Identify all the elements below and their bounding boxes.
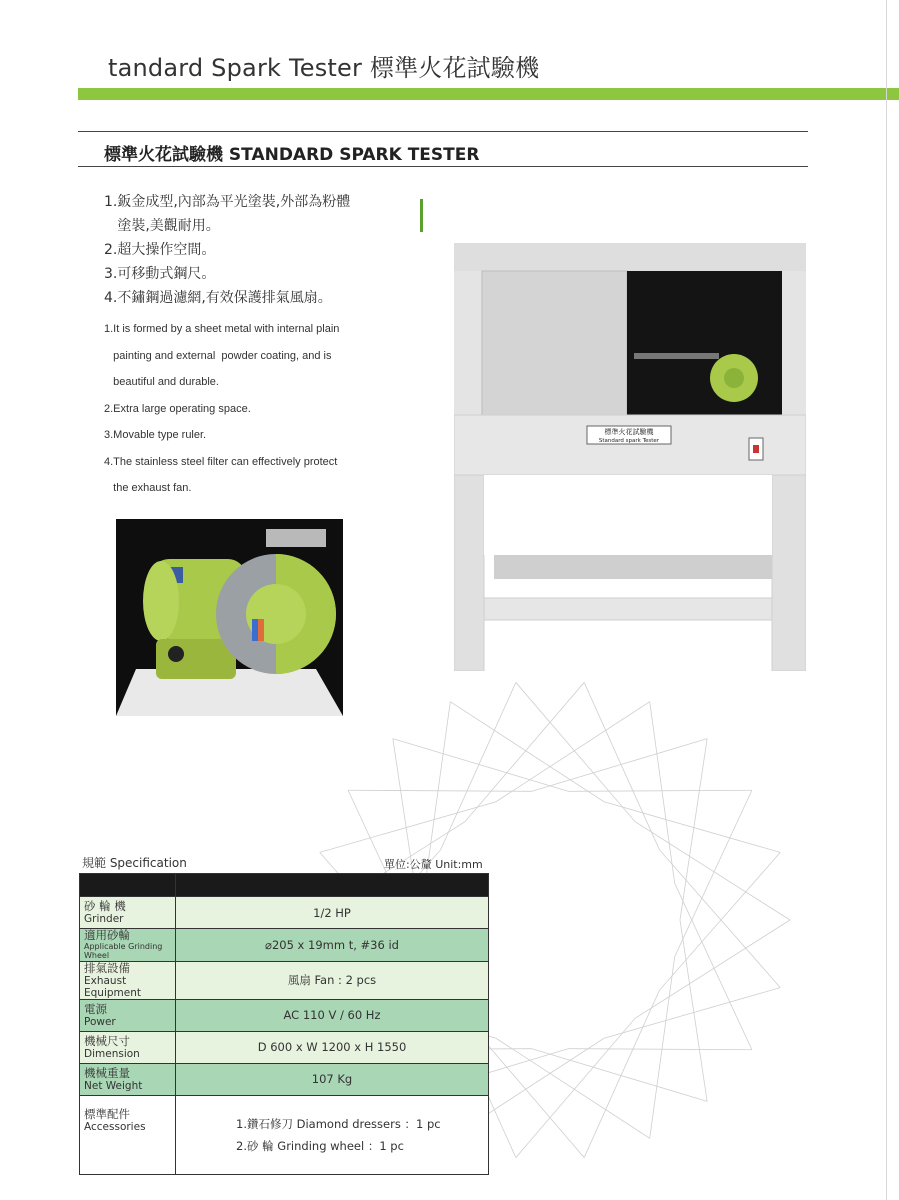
starburst-line <box>348 739 707 792</box>
features-english <box>104 316 424 502</box>
spec-label-en: Dimension <box>84 1048 140 1061</box>
feature-zh-item: 4.不鏽鋼過濾網,有效保護排氣風扇。 <box>104 290 332 306</box>
table-row <box>80 1095 489 1174</box>
feature-en-item: 3.Movable type ruler. <box>104 429 207 441</box>
spec-table <box>79 873 489 1175</box>
section-bottom-rule <box>78 166 808 167</box>
starburst-line <box>393 739 752 792</box>
table-row <box>80 1063 489 1095</box>
spec-value: ⌀205 x 19mm t, #36 id <box>176 929 489 962</box>
section-top-rule <box>78 131 808 132</box>
spec-label-en: Grinder <box>84 913 124 926</box>
spec-label-zh: 適用砂輪 <box>84 928 130 942</box>
spec-value: D 600 x W 1200 x H 1550 <box>176 1031 489 1063</box>
table-row <box>80 929 489 962</box>
table-row <box>80 961 489 999</box>
table-row <box>80 897 489 929</box>
spark-tester-photo <box>454 243 806 671</box>
feature-en-item: the exhaust fan. <box>104 482 192 494</box>
header-accent-bar <box>78 88 899 100</box>
table-row <box>80 999 489 1031</box>
section-title: 標準火花試驗機 STANDARD SPARK TESTER <box>104 145 480 165</box>
feature-en-item: 1.It is formed by a sheet metal with internal plain <box>104 323 340 335</box>
grinder-photo <box>116 519 343 716</box>
starburst-line <box>650 702 752 1050</box>
spec-value: 107 Kg <box>176 1063 489 1095</box>
feature-zh-item: 2.超大操作空間。 <box>104 242 216 258</box>
feature-zh-item: 1.鈑金成型,內部為平光塗裝,外部為粉體 <box>104 194 351 210</box>
starburst-line <box>584 852 780 1157</box>
spec-label-en: Applicable Grinding Wheel <box>84 942 163 961</box>
spec-label-zh: 機械尺寸 <box>84 1033 130 1048</box>
spec-header-row <box>80 874 489 897</box>
machine-label-zh: 標準火花試驗機 <box>604 428 654 436</box>
accessory-item: 1.鑽石修刀 Diamond dressers ：1 pc <box>236 1116 441 1131</box>
spec-value: 風扇 Fan : 2 pcs <box>176 961 489 999</box>
spec-label-en: Net Weight <box>84 1080 143 1093</box>
spec-label-zh: 排氣設備 <box>84 960 130 975</box>
spec-heading: 規範 Specification <box>82 856 187 870</box>
spec-label-zh: 砂 輪 機 <box>84 898 126 913</box>
spec-value: 1/2 HP <box>176 897 489 929</box>
page-edge-divider <box>886 0 887 1200</box>
spec-value: AC 110 V / 60 Hz <box>176 999 489 1031</box>
unit-label: 單位:公釐 Unit:mm <box>384 858 483 871</box>
spec-label-zh: 電源 <box>84 1001 107 1016</box>
accent-line <box>420 199 423 232</box>
feature-zh-item: 塗裝,美觀耐用。 <box>104 218 220 234</box>
spec-label-zh: 機械重量 <box>84 1065 130 1080</box>
feature-en-item: beautiful and durable. <box>104 376 219 388</box>
feature-zh-item: 3.可移動式鋼尺。 <box>104 266 216 282</box>
spec-label-zh: 標準配件 <box>84 1106 130 1121</box>
table-row <box>80 1031 489 1063</box>
accessory-item: 2.砂 輪 Grinding wheel ：1 pc <box>236 1138 404 1153</box>
feature-en-item: 2.Extra large operating space. <box>104 402 251 415</box>
starburst-line <box>584 682 780 987</box>
spec-label-en: Power <box>84 1016 116 1029</box>
feature-en-item: painting and external powder coating, and is <box>104 349 332 362</box>
features-chinese <box>104 190 424 310</box>
starburst-line <box>650 790 752 1138</box>
feature-en-item: 4.The stainless steel filter can effectively protect <box>104 455 338 468</box>
page-title: tandard Spark Tester 標準火花試驗機 <box>108 54 540 82</box>
spec-label-en: Accessories <box>84 1121 146 1134</box>
starburst-line <box>680 739 707 1102</box>
spec-label-en: Exhaust Equipment <box>84 974 141 999</box>
starburst-line <box>516 682 790 920</box>
starburst-line <box>516 920 790 1158</box>
machine-label-en: Standard spark Tester <box>598 438 660 444</box>
